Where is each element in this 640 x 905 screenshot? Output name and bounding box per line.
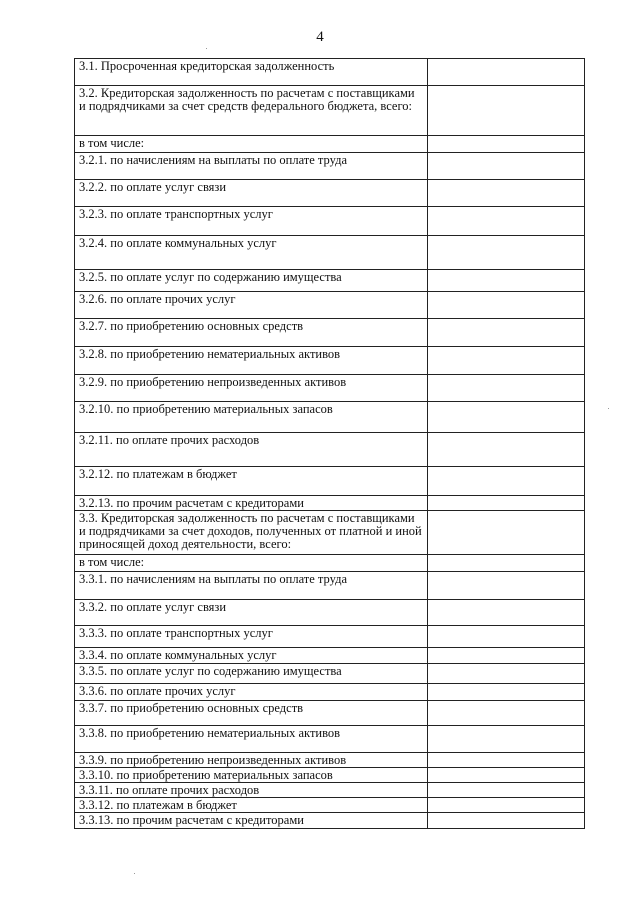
row-label: 3.3.9. по приобретению непроизведенных активов (75, 753, 428, 768)
row-label: 3.3.5. по оплате услуг по содержанию имущества (75, 664, 428, 684)
row-value (428, 664, 585, 684)
row-value (428, 467, 585, 496)
row-label: 3.2.6. по оплате прочих услуг (75, 292, 428, 319)
row-label: 3.2.3. по оплате транспортных услуг (75, 207, 428, 236)
row-label: 3.3.2. по оплате услуг связи (75, 600, 428, 626)
row-value (428, 798, 585, 813)
row-value (428, 572, 585, 600)
row-label: 3.3.6. по оплате прочих услуг (75, 684, 428, 701)
row-value (428, 768, 585, 783)
row-label: 3.3. Кредиторская задолженность по расчетам с поставщиками и подрядчиками за счет доходов, полученных от платной и иной приносящей доход деятельности, всего: (75, 511, 428, 555)
table-row (75, 347, 585, 375)
row-value (428, 496, 585, 511)
row-value (428, 153, 585, 180)
scan-speck (608, 408, 609, 409)
table-row (75, 648, 585, 664)
row-label: 3.2.11. по оплате прочих расходов (75, 433, 428, 467)
row-label: 3.3.3. по оплате транспортных услуг (75, 626, 428, 648)
table-row (75, 813, 585, 829)
table-row (75, 402, 585, 433)
table-row (75, 270, 585, 292)
row-label: 3.2.4. по оплате коммунальных услуг (75, 236, 428, 270)
row-value (428, 347, 585, 375)
row-label: 3.2.10. по приобретению материальных запасов (75, 402, 428, 433)
indicators-table-body (75, 59, 585, 829)
row-value (428, 180, 585, 207)
row-label: 3.3.11. по оплате прочих расходов (75, 783, 428, 798)
scan-speck (134, 873, 135, 874)
row-value (428, 402, 585, 433)
table-row (75, 572, 585, 600)
row-value (428, 292, 585, 319)
row-value (428, 726, 585, 753)
row-value (428, 813, 585, 829)
table-row (75, 375, 585, 402)
row-value (428, 626, 585, 648)
table-row (75, 59, 585, 86)
row-value (428, 511, 585, 555)
table-row (75, 626, 585, 648)
scan-speck (206, 48, 207, 49)
row-label: в том числе: (75, 136, 428, 153)
row-value (428, 555, 585, 572)
table-row (75, 555, 585, 572)
row-label: в том числе: (75, 555, 428, 572)
table-row (75, 798, 585, 813)
row-label: 3.2.1. по начислениям на выплаты по оплате труда (75, 153, 428, 180)
table-row (75, 180, 585, 207)
indicators-table (74, 58, 585, 829)
row-label: 3.2.13. по прочим расчетам с кредиторами (75, 496, 428, 511)
row-value (428, 86, 585, 136)
table-row (75, 726, 585, 753)
row-label: 3.2.8. по приобретению нематериальных активов (75, 347, 428, 375)
table-row (75, 664, 585, 684)
row-value (428, 433, 585, 467)
table-row (75, 236, 585, 270)
row-value (428, 375, 585, 402)
row-label: 3.2. Кредиторская задолженность по расчетам с поставщиками и подрядчиками за счет средств федерального бюджета, всего: (75, 86, 428, 136)
row-value (428, 600, 585, 626)
table-row (75, 292, 585, 319)
row-value (428, 648, 585, 664)
table-row (75, 496, 585, 511)
row-label: 3.2.7. по приобретению основных средств (75, 319, 428, 347)
table-row (75, 783, 585, 798)
table-row (75, 153, 585, 180)
row-label: 3.2.12. по платежам в бюджет (75, 467, 428, 496)
table-row (75, 467, 585, 496)
row-value (428, 684, 585, 701)
table-row (75, 684, 585, 701)
row-label: 3.1. Просроченная кредиторская задолженность (75, 59, 428, 86)
table-row (75, 600, 585, 626)
row-value (428, 753, 585, 768)
page-number: 4 (316, 29, 324, 45)
row-label: 3.3.12. по платежам в бюджет (75, 798, 428, 813)
row-label: 3.3.1. по начислениям на выплаты по оплате труда (75, 572, 428, 600)
table-row (75, 511, 585, 555)
table-row (75, 319, 585, 347)
table-row (75, 136, 585, 153)
table-row (75, 433, 585, 467)
row-value (428, 207, 585, 236)
row-label: 3.2.2. по оплате услуг связи (75, 180, 428, 207)
row-value (428, 59, 585, 86)
table-row (75, 86, 585, 136)
table-row (75, 207, 585, 236)
row-label: 3.2.5. по оплате услуг по содержанию имущества (75, 270, 428, 292)
row-label: 3.3.8. по приобретению нематериальных активов (75, 726, 428, 753)
table-row (75, 701, 585, 726)
row-label: 3.2.9. по приобретению непроизведенных активов (75, 375, 428, 402)
table-row (75, 768, 585, 783)
row-value (428, 701, 585, 726)
row-value (428, 236, 585, 270)
row-label: 3.3.10. по приобретению материальных запасов (75, 768, 428, 783)
row-label: 3.3.7. по приобретению основных средств (75, 701, 428, 726)
table-row (75, 753, 585, 768)
row-value (428, 783, 585, 798)
row-value (428, 136, 585, 153)
row-value (428, 319, 585, 347)
row-label: 3.3.4. по оплате коммунальных услуг (75, 648, 428, 664)
row-label: 3.3.13. по прочим расчетам с кредиторами (75, 813, 428, 829)
row-value (428, 270, 585, 292)
